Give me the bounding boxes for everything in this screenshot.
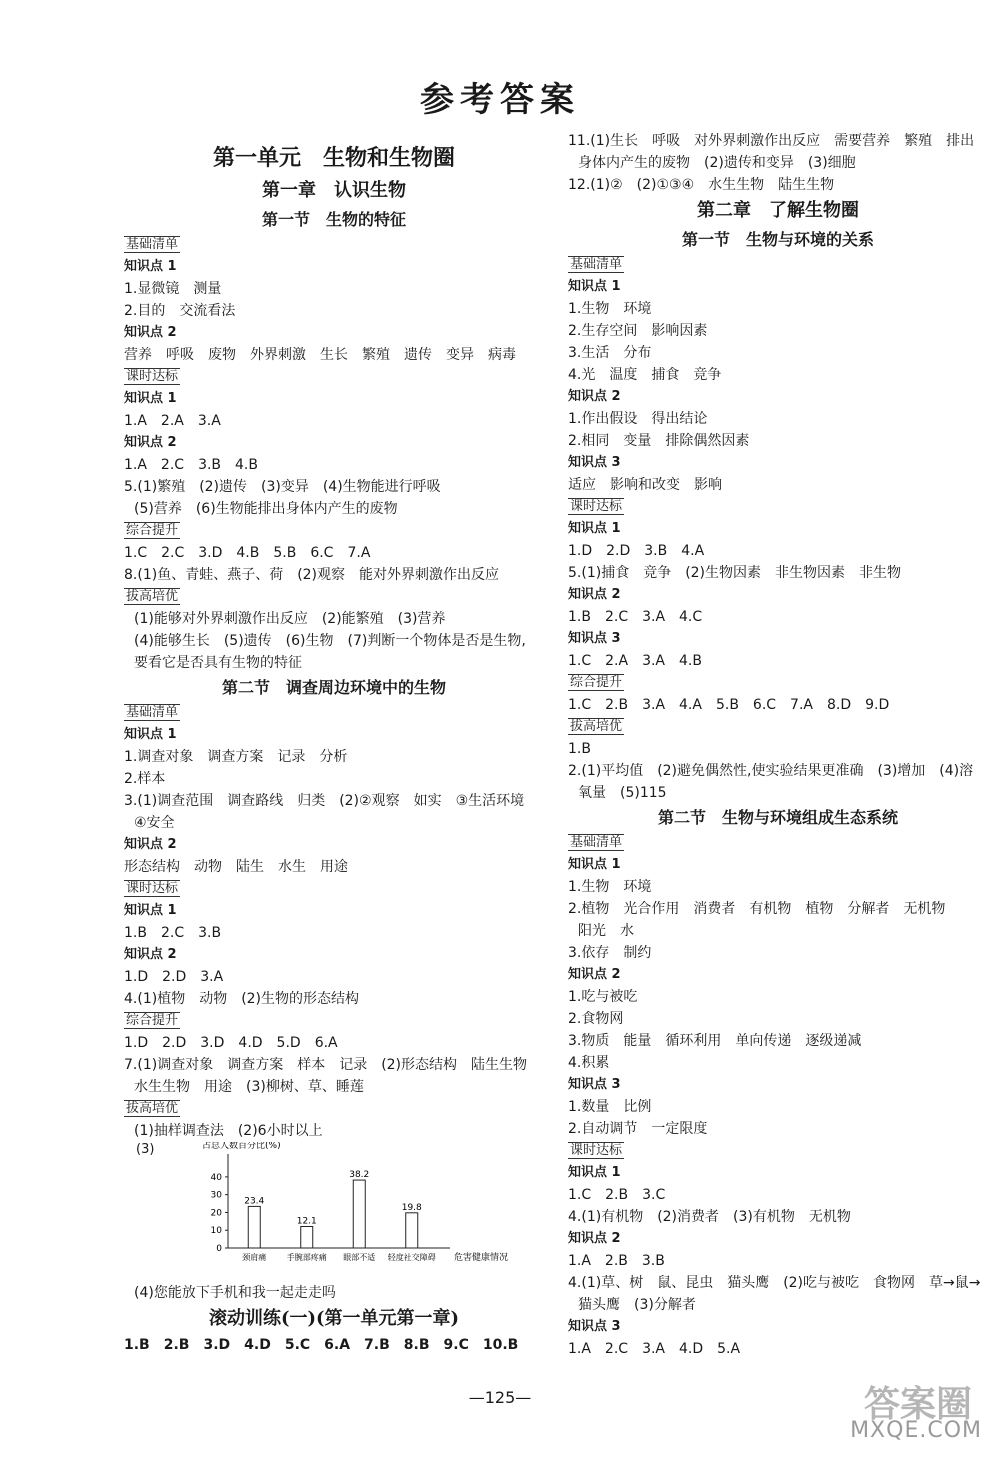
answer-line: 1.A 2.B 3.B — [568, 1253, 665, 1269]
bar — [248, 1206, 260, 1248]
answer-line: 要看它是否具有生物的特征 — [134, 655, 302, 671]
answer-line: (1)抽样调查法 (2)6小时以上 — [134, 1123, 323, 1139]
answer-line: 1.显微镜 测量 — [124, 281, 222, 297]
bar-chart — [124, 1142, 544, 1282]
answer-line: 2.样本 — [124, 771, 166, 787]
block-heading-label: 综合提升 — [570, 675, 623, 690]
answer-line: 猫头鹰 (3)分解者 — [578, 1297, 696, 1313]
answer-line: 阳光 水 — [578, 923, 634, 939]
bar-value-label: 12.1 — [296, 1216, 317, 1227]
block-heading-label: 基础清单 — [570, 835, 623, 850]
answer-line: 4.光 温度 捕食 竞争 — [568, 367, 722, 383]
knowledge-point-label: 知识点 2 — [124, 435, 177, 450]
answer-line: 3.(1)调查范围 调查路线 归类 (2)②观察 如实 ③生活环境 — [124, 793, 525, 809]
block-heading — [568, 716, 988, 738]
bar-value-label: 19.8 — [401, 1202, 422, 1213]
answer-line: 1.B 2.C 3.A 4.C — [568, 609, 703, 625]
section-heading: 第一节 生物与环境的关系 — [681, 230, 874, 249]
knowledge-point-label: 知识点 2 — [568, 587, 621, 602]
block-heading-label: 课时达标 — [570, 1143, 623, 1158]
answer-line: 3.生活 分布 — [568, 345, 652, 361]
block-heading — [568, 496, 988, 518]
answer-line: 12.(1)② (2)①③④ 水生生物 陆生生物 — [568, 177, 835, 193]
answer-line: (5)营养 (6)生物能排出身体内产生的废物 — [134, 501, 398, 517]
chart-svg — [184, 1142, 524, 1280]
bar — [301, 1226, 313, 1248]
answer-line: 水生生物 用途 (3)柳树、草、睡莲 — [134, 1079, 364, 1095]
answer-line: 1.A 2.A 3.A — [124, 413, 221, 429]
knowledge-point-label: 知识点 2 — [124, 947, 177, 962]
answer-line: 氧量 (5)115 — [578, 785, 667, 801]
block-heading — [124, 702, 544, 724]
block-heading — [568, 254, 988, 276]
answer-line: (4)您能放下手机和我一起走走吗 — [134, 1285, 336, 1301]
answer-line: (1)能够对外界刺激作出反应 (2)能繁殖 (3)营养 — [134, 611, 446, 627]
bar — [353, 1180, 365, 1248]
answer-line: 2.植物 光合作用 消费者 有机物 植物 分解者 无机物 — [568, 901, 946, 917]
answer-line: 1.B 2.B 3.D 4.D 5.C 6.A 7.B 8.B 9.C 10.B — [124, 1337, 519, 1353]
knowledge-point-label: 知识点 1 — [568, 279, 621, 294]
page-title: 参考答案 — [420, 80, 580, 120]
block-heading — [124, 520, 544, 542]
block-heading-label: 拔高培优 — [126, 589, 179, 604]
answer-line: 1.数量 比例 — [568, 1099, 652, 1115]
answer-line: 1.A 2.C 3.B 4.B — [124, 457, 258, 473]
y-tick-label: 10 — [210, 1226, 222, 1237]
knowledge-point-label: 知识点 1 — [568, 857, 621, 872]
knowledge-point-label: 知识点 2 — [568, 1231, 621, 1246]
answer-line: 1.C 2.B 3.C — [568, 1187, 666, 1203]
answer-line: 2.(1)平均值 (2)避免偶然性,使实验结果更准确 (3)增加 (4)溶 — [568, 763, 974, 779]
knowledge-point-label: 知识点 1 — [568, 1165, 621, 1180]
answer-line: 1.B — [568, 741, 591, 757]
x-axis-label: 危害健康情况 — [454, 1253, 509, 1263]
block-heading-label: 基础清单 — [126, 705, 179, 720]
watermark-logo: 答案圈 — [863, 1384, 972, 1425]
answer-line: 7.(1)调查对象 调查方案 样本 记录 (2)形态结构 陆生生物 — [124, 1057, 528, 1073]
answer-line: 形态结构 动物 陆生 水生 用途 — [124, 859, 348, 875]
knowledge-point-label: 知识点 2 — [568, 389, 621, 404]
answer-line: 4.积累 — [568, 1055, 610, 1071]
answer-line: 身体内产生的废物 (2)遗传和变异 (3)细胞 — [578, 155, 856, 171]
answer-line: 营养 呼吸 废物 外界刺激 生长 繁殖 遗传 变异 病毒 — [124, 347, 516, 363]
answer-line: 4.(1)植物 动物 (2)生物的形态结构 — [124, 991, 360, 1007]
answer-line: ④安全 — [134, 815, 175, 831]
knowledge-point-label: 知识点 1 — [124, 727, 177, 742]
block-heading-label: 基础清单 — [570, 257, 623, 272]
answer-line: 1.生物 环境 — [568, 301, 652, 317]
block-heading — [124, 366, 544, 388]
block-heading-label: 综合提升 — [126, 1013, 179, 1028]
block-heading — [568, 832, 988, 854]
answer-line: 1.A 2.C 3.A 4.D 5.A — [568, 1341, 741, 1357]
knowledge-point-label: 知识点 1 — [124, 259, 177, 274]
left-column — [124, 130, 544, 1356]
knowledge-point-label: 知识点 2 — [568, 967, 621, 982]
y-axis-label: 占总人数百分比(%) — [202, 1142, 281, 1151]
right-column — [568, 130, 988, 1360]
answer-line: 3.依存 制约 — [568, 945, 652, 961]
answer-line: 1.C 2.A 3.A 4.B — [568, 653, 702, 669]
knowledge-point-label: 知识点 1 — [568, 521, 621, 536]
block-heading — [568, 1140, 988, 1162]
category-label: 眼部不适 — [343, 1253, 376, 1262]
y-tick-label: 30 — [210, 1190, 222, 1201]
page-number: —125— — [468, 1388, 532, 1407]
answer-line: 2.生存空间 影响因素 — [568, 323, 708, 339]
bar-value-label: 23.4 — [244, 1196, 265, 1207]
block-heading — [124, 1010, 544, 1032]
category-label: 颈肩痛 — [242, 1253, 267, 1262]
block-heading — [124, 234, 544, 256]
category-label: 轻度社交障碍 — [387, 1253, 436, 1262]
y-tick-label: 20 — [210, 1208, 222, 1219]
bar-value-label: 38.2 — [349, 1170, 370, 1181]
knowledge-point-label: 知识点 3 — [568, 1077, 621, 1092]
block-heading-label: 课时达标 — [570, 499, 623, 514]
answer-line: 2.相同 变量 排除偶然因素 — [568, 433, 750, 449]
answer-line: 1.C 2.B 3.A 4.A 5.B 6.C 7.A 8.D 9.D — [568, 697, 890, 713]
answer-line: 2.食物网 — [568, 1011, 624, 1027]
chapter-heading: 第一章 认识生物 — [262, 180, 406, 201]
answer-line: 1.生物 环境 — [568, 879, 652, 895]
block-heading-label: 基础清单 — [126, 237, 179, 252]
block-heading — [568, 672, 988, 694]
answer-line: 2.目的 交流看法 — [124, 303, 236, 319]
block-heading-label: 拔高培优 — [570, 719, 623, 734]
answer-line: 4.(1)草、树 鼠、昆虫 猫头鹰 (2)吃与被吃 食物网 草→鼠→ — [568, 1275, 981, 1291]
answer-line: 1.B 2.C 3.B — [124, 925, 222, 941]
section-heading: 第二节 调查周边环境中的生物 — [221, 678, 446, 697]
block-heading — [124, 878, 544, 900]
answer-line: 1.D 2.D 3.A — [124, 969, 224, 985]
chapter-heading: 第二章 了解生物圈 — [697, 200, 859, 221]
category-label: 手腕部疼痛 — [286, 1253, 327, 1262]
knowledge-point-label: 知识点 1 — [124, 903, 177, 918]
answer-line: 2.自动调节 一定限度 — [568, 1121, 708, 1137]
answer-line: 1.C 2.C 3.D 4.B 5.B 6.C 7.A — [124, 545, 371, 561]
answer-line: 1.调查对象 调查方案 记录 分析 — [124, 749, 348, 765]
block-heading — [124, 586, 544, 608]
block-heading-label: 拔高培优 — [126, 1101, 179, 1116]
knowledge-point-label: 知识点 2 — [124, 325, 177, 340]
chart-question-label: (3) — [136, 1142, 155, 1157]
section-heading: 第二节 生物与环境组成生态系统 — [657, 808, 898, 827]
watermark-text: MXQE.COM — [850, 1418, 982, 1443]
answer-line: 8.(1)鱼、青蛙、燕子、荷 (2)观察 能对外界刺激作出反应 — [124, 567, 500, 583]
answer-line: 11.(1)生长 呼吸 对外界刺激作出反应 需要营养 繁殖 排出 — [568, 133, 975, 149]
answer-line: 适应 影响和改变 影响 — [568, 477, 722, 493]
unit-heading: 第一单元 生物和生物圈 — [212, 145, 455, 171]
answer-line: 4.(1)有机物 (2)消费者 (3)有机物 无机物 — [568, 1209, 851, 1225]
section-heading: 第一节 生物的特征 — [261, 210, 406, 229]
answer-line: 1.D 2.D 3.B 4.A — [568, 543, 705, 559]
answer-line: 1.D 2.D 3.D 4.D 5.D 6.A — [124, 1035, 338, 1051]
block-heading-label: 课时达标 — [126, 881, 179, 896]
answer-line: 3.物质 能量 循环利用 单向传递 逐级递减 — [568, 1033, 862, 1049]
block-heading-label: 综合提升 — [126, 523, 179, 538]
y-tick-label: 40 — [210, 1172, 222, 1183]
knowledge-point-label: 知识点 1 — [124, 391, 177, 406]
block-heading — [124, 1098, 544, 1120]
bar — [406, 1213, 418, 1248]
answer-line: 5.(1)捕食 竞争 (2)生物因素 非生物因素 非生物 — [568, 565, 902, 581]
rolling-training-heading: 滚动训练(一)(第一单元第一章) — [208, 1308, 460, 1329]
knowledge-point-label: 知识点 2 — [124, 837, 177, 852]
answer-line: (4)能够生长 (5)遗传 (6)生物 (7)判断一个物体是否是生物, — [134, 633, 526, 649]
answer-line: 1.吃与被吃 — [568, 989, 638, 1005]
knowledge-point-label: 知识点 3 — [568, 455, 621, 470]
answer-line: 5.(1)繁殖 (2)遗传 (3)变异 (4)生物能进行呼吸 — [124, 479, 441, 495]
y-tick-label: 0 — [216, 1244, 222, 1254]
block-heading-label: 课时达标 — [126, 369, 179, 384]
knowledge-point-label: 知识点 3 — [568, 1319, 621, 1334]
knowledge-point-label: 知识点 3 — [568, 631, 621, 646]
answer-line: 1.作出假设 得出结论 — [568, 411, 708, 427]
